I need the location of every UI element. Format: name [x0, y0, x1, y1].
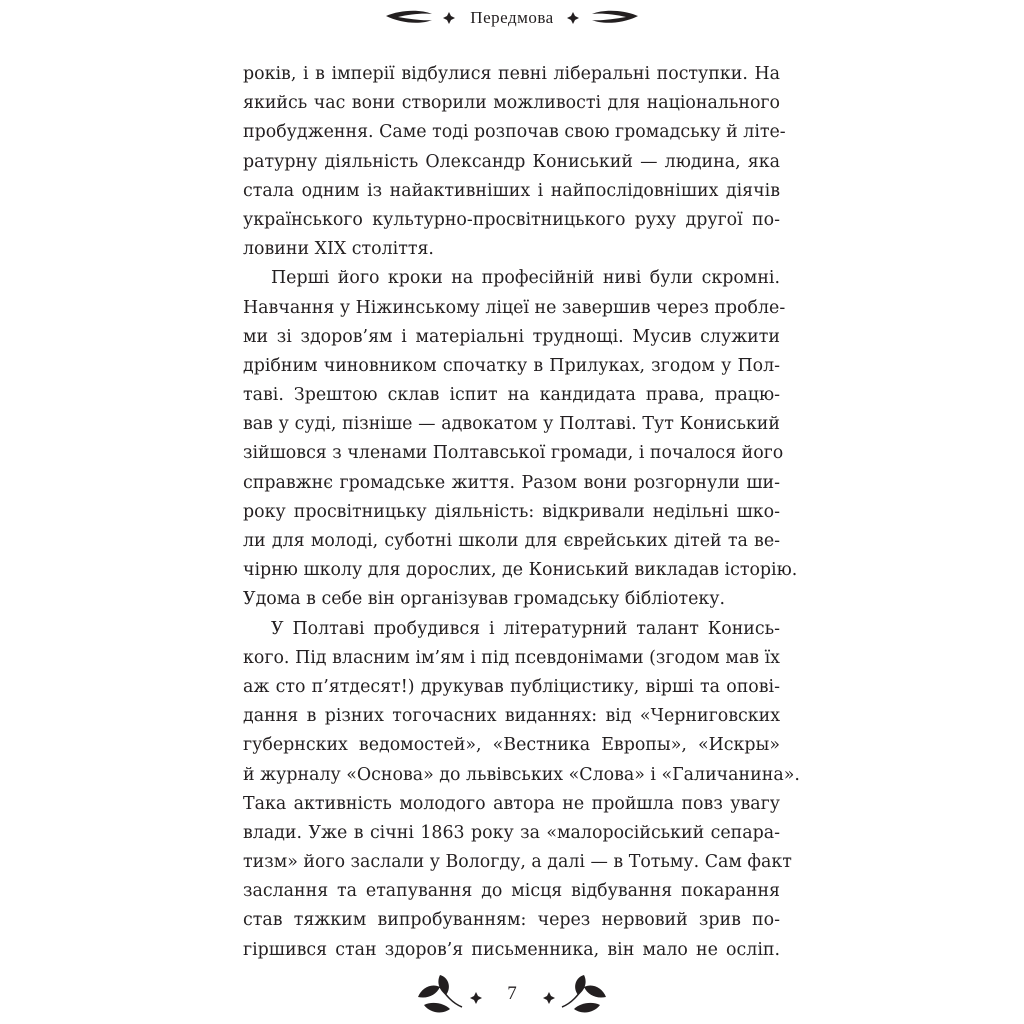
text-line: тизм» його заслали у Вологду, а далі — в Тотьму. Сам факт [243, 852, 792, 873]
text-line: ратурну діяльність Олександр Кониський — людина, яка [243, 151, 780, 172]
text-line: ми зі здоров’ям і матеріальні труднощі. Мусив служити [243, 326, 780, 347]
text-line: стала одним із найактивніших і найпослідовніших діячів [243, 180, 780, 201]
body-text [243, 60, 800, 965]
text-line: Навчання у Ніжинському ліцеї не завершив через пробле- [243, 297, 786, 318]
text-line: років, і в імперії відбулися певні ліберальні поступки. На [243, 64, 780, 84]
page-number: 7 [507, 983, 517, 1004]
text-line: став тяжким випробуванням: через нервовий зрив по- [243, 910, 780, 931]
text-line: чірню школу для дорослих, де Кониський викладав історію. [243, 560, 798, 581]
text-line: таві. Зрештою склав іспит на кандидата права, працю- [243, 385, 780, 406]
text-line: року просвітницьку діяльність: відкривали недільні шко- [243, 501, 780, 522]
text-line: пробудження. Саме тоді розпочав свою громадську й літе- [243, 122, 786, 143]
text-line: Удома в себе він організував громадську бібліотеку. [243, 589, 725, 610]
text-line: аж сто п’ятдесят!) друкував публіцистику, вірші та опові- [243, 676, 780, 697]
text-line: дрібним чиновником спочатку в Прилуках, згодом у Пол- [243, 355, 780, 376]
text-line: українського культурно-просвітницького руху другої по- [243, 209, 780, 230]
text-line: й журналу «Основа» до львівських «Слова» і «Галичанина». [243, 764, 800, 785]
paragraph [243, 615, 800, 965]
running-title: Передмова [470, 8, 554, 27]
text-line: Така активність молодого автора не пройшла повз увагу [243, 793, 780, 814]
text-line: вав у суді, пізніше — адвокатом у Полтаві. Тут Кониський [243, 414, 780, 435]
text-line: зійшовся з членами Полтавської громади, і почалося його [243, 443, 784, 464]
text-line: У Полтаві пробудився і літературний талант Конись- [271, 618, 780, 639]
running-header [0, 0, 1024, 40]
text-line: якийсь час вони створили можливості для національного [243, 93, 780, 114]
text-line: кого. Під власним ім’ям і під псевдонімами (згодом мав їх [243, 647, 780, 668]
text-line: заслання та етапування до місця відбування покарання [243, 881, 780, 902]
text-line: губернских ведомостей», «Вестника Европы», «Искры» [243, 735, 780, 756]
text-line: справжнє громадське життя. Разом вони розгорнули ши- [243, 472, 780, 493]
paragraph [243, 60, 786, 264]
paragraph [243, 264, 798, 614]
page-footer [0, 965, 1024, 1024]
text-line: дання в різних тогочасних виданнях: від «Черниговских [243, 706, 780, 727]
text-line: Перші його кроки на професійній ниві були скромні. [271, 268, 780, 289]
text-line: ловини XIX століття. [243, 239, 434, 260]
text-line: ли для молоді, суботні школи для єврейських дітей та ве- [243, 531, 780, 551]
text-line: гіршився стан здоров’я письменника, він мало не осліп. [243, 939, 780, 960]
text-line: влади. Уже в січні 1863 року за «малоросійський сепара- [243, 822, 780, 843]
